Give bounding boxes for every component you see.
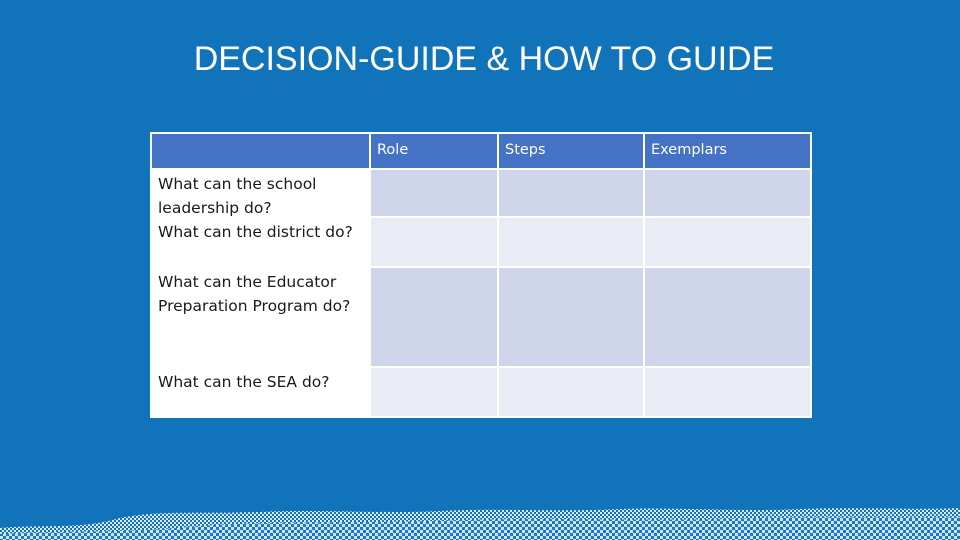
cell-role [370,169,498,217]
row-label-school-district [151,169,370,267]
cell-exemplars [644,217,811,267]
cell-steps [498,217,644,267]
header-cell-exemplars: Exemplars [644,133,811,169]
cell-steps [498,367,644,417]
table-row [151,169,811,217]
cell-exemplars [644,169,811,217]
slide-title: DECISION-GUIDE & HOW TO GUIDE [193,40,775,78]
cell-exemplars [644,267,811,367]
cell-exemplars [644,367,811,417]
row-label-epp: What can the Educator Preparation Program do? [151,267,370,367]
header-cell-blank [151,133,370,169]
cell-steps [498,169,644,217]
cell-steps [498,267,644,367]
cell-role [370,367,498,417]
decision-guide-table [150,132,812,418]
table-header-row [151,133,811,169]
decorative-texture-band [0,500,960,540]
row-label-school-leadership: What can the school leadership do? [158,175,317,217]
header-cell-steps: Steps [498,133,644,169]
header-cell-role: Role [370,133,498,169]
table-row [151,267,811,367]
cell-role [370,267,498,367]
cell-role [370,217,498,267]
table-row [151,367,811,417]
row-label-district: What can the district do? [158,223,353,241]
row-label-sea: What can the SEA do? [151,367,370,417]
